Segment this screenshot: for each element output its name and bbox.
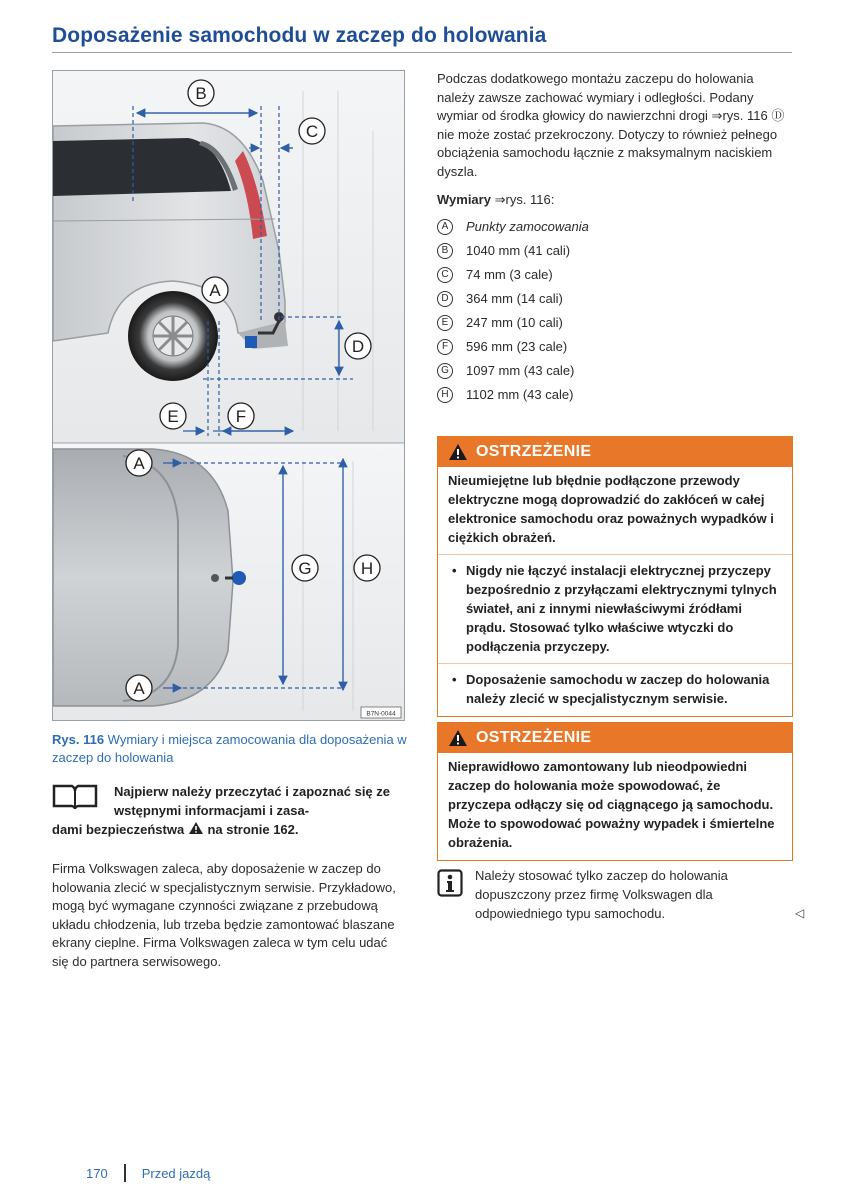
list-item: E 247 mm (10 cali)	[437, 311, 793, 335]
tow-bar-dimension-diagram	[53, 71, 404, 720]
label-A-marker-top-rear	[126, 450, 152, 476]
label-circle-icon: F	[437, 339, 453, 355]
list-item: F 596 mm (23 cale)	[437, 335, 793, 359]
warning-bullet: • Nigdy nie łączyć instalacji elektrycznej przyczepy bezpośrednio z przyłączami elektrycznymi tylnych świateł, ani z innymi niewłaściwymi źródłami prądu. Stosować tylko właściwe wtyczki do podłączenia przyczepy.	[448, 561, 782, 656]
read-first-line2: dami bezpieczeństwa na stronie 162.	[52, 822, 299, 837]
info-text: Należy stosować tylko zaczep do holowania dopuszczony przez firmę Volkswagen dla odpowiedniego typu samochodu.	[475, 868, 728, 921]
dimensions-heading: Wymiary ⇒rys. 116:	[437, 192, 555, 207]
svg-text:A: A	[133, 679, 145, 698]
warning-box-hitch	[437, 722, 793, 861]
svg-text:B: B	[195, 84, 207, 103]
divider	[438, 663, 792, 664]
read-first-note	[52, 782, 407, 839]
svg-text:D: D	[351, 337, 365, 356]
warning-heading: OSTRZEŻENIE	[438, 723, 792, 753]
label-E-marker	[160, 403, 186, 429]
info-note	[437, 866, 793, 923]
read-first-line1: Najpierw należy przeczytać i zapoznać się ze wstępnymi informacjami i zasa-	[114, 784, 391, 818]
figure-code-tag	[361, 707, 401, 718]
svg-text:H: H	[360, 559, 374, 578]
info-icon	[437, 869, 463, 897]
svg-text:E: E	[167, 407, 179, 426]
intro-paragraph: Podczas dodatkowego montażu zaczepu do holowania należy zawsze zachować wymiary i odległości. Podany wymiar od środka głowicy do nawierzchni drogi ⇒rys. 116 Ⓓ nie może zostać przekroczony. Dotyczy to również pełnego obciążenia samochodu łącznie z maksymalnym naciskiem dyszla.	[437, 71, 785, 179]
warning-body	[438, 467, 792, 716]
label-circle-icon: C	[437, 267, 453, 283]
service-recommendation-paragraph: Firma Volkswagen zaleca, aby doposażenie w zaczep do holowania zlecić w specjalistycznym serwisie. Przykładowo, mogą być wymagane czynności związane z przebudową układu chłodzenia, lub trzeba będzie zamontować blaszane ekrany cieplne. Firma Volkswagen zaleca w tym celu udać się do partnera serwisowego.	[52, 861, 396, 969]
warning-body	[438, 753, 792, 860]
dimension-list	[437, 215, 793, 407]
label-circle-icon: D	[437, 291, 453, 307]
warning-text: Nieumiejętne lub błędnie podłączone przewody elektryczne mogą doprowadzić do zakłóceń w całej elektronice samochodu oraz poważnych wypadków i ciężkich obrażeń.	[448, 473, 774, 545]
title-rule	[52, 52, 792, 53]
warning-triangle-icon	[448, 729, 468, 747]
label-circle-icon: E	[437, 315, 453, 331]
list-item: C 74 mm (3 cale)	[437, 263, 793, 287]
svg-text:A: A	[133, 454, 145, 473]
label-circle-icon: G	[437, 363, 453, 379]
section-name: Przed jazdą	[141, 1165, 211, 1181]
divider	[438, 554, 792, 555]
figure-116	[52, 70, 405, 721]
warning-heading: OSTRZEŻENIE	[438, 437, 792, 467]
svg-text:C: C	[305, 122, 319, 141]
page-title: Doposażenie samochodu w zaczep do holowania	[52, 24, 547, 47]
list-item: B 1040 mm (41 cali)	[437, 239, 793, 263]
list-item: D 364 mm (14 cali)	[437, 287, 793, 311]
warning-triangle-icon	[188, 821, 204, 835]
page-footer	[86, 1164, 210, 1182]
car-rear-view	[53, 449, 246, 706]
caption-ref: Rys. 116	[52, 732, 105, 747]
svg-text:A: A	[209, 281, 221, 300]
warning-text: Nieprawidłowo zamontowany lub nieodpowiedni zaczep do holowania może spowodować, że przyczepa odłączy się od ciągnącego ją samochodu. Może to spowodować poważny wypadek i śmiertelne obrażenia.	[448, 759, 775, 850]
label-circle-icon: A	[437, 219, 453, 235]
warning-triangle-icon	[448, 443, 468, 461]
right-column	[437, 70, 793, 407]
label-H-marker	[354, 555, 380, 581]
list-item: A Punkty zamocowania	[437, 215, 793, 239]
label-B-marker	[188, 80, 214, 106]
svg-text:B7N-0044: B7N-0044	[366, 710, 396, 718]
warning-bullet: • Doposażenie samochodu w zaczep do holowania należy zlecić w specjalistycznym serwisie.	[448, 670, 782, 708]
label-A-marker-bottom-rear	[126, 675, 152, 701]
svg-text:F: F	[235, 407, 247, 426]
list-item: H 1102 mm (43 cale)	[437, 383, 793, 407]
label-circle-icon: B	[437, 243, 453, 259]
label-G-marker	[292, 555, 318, 581]
label-circle-icon: H	[437, 387, 453, 403]
footer-divider	[124, 1164, 126, 1182]
warning-box-electrical	[437, 436, 793, 717]
label-A-marker-upper	[202, 277, 228, 303]
list-item: G 1097 mm (43 cale)	[437, 359, 793, 383]
svg-text:G: G	[298, 559, 312, 578]
open-book-icon	[52, 784, 98, 810]
page-number: 170	[86, 1165, 108, 1181]
label-F-marker	[228, 403, 254, 429]
label-D-marker	[345, 333, 371, 359]
caption-text: Wymiary i miejsca zamocowania dla doposażenia w zaczep do holowania	[52, 732, 407, 765]
figure-caption	[52, 731, 407, 767]
section-end-icon: ◁	[795, 906, 805, 920]
label-C-marker	[299, 118, 325, 144]
